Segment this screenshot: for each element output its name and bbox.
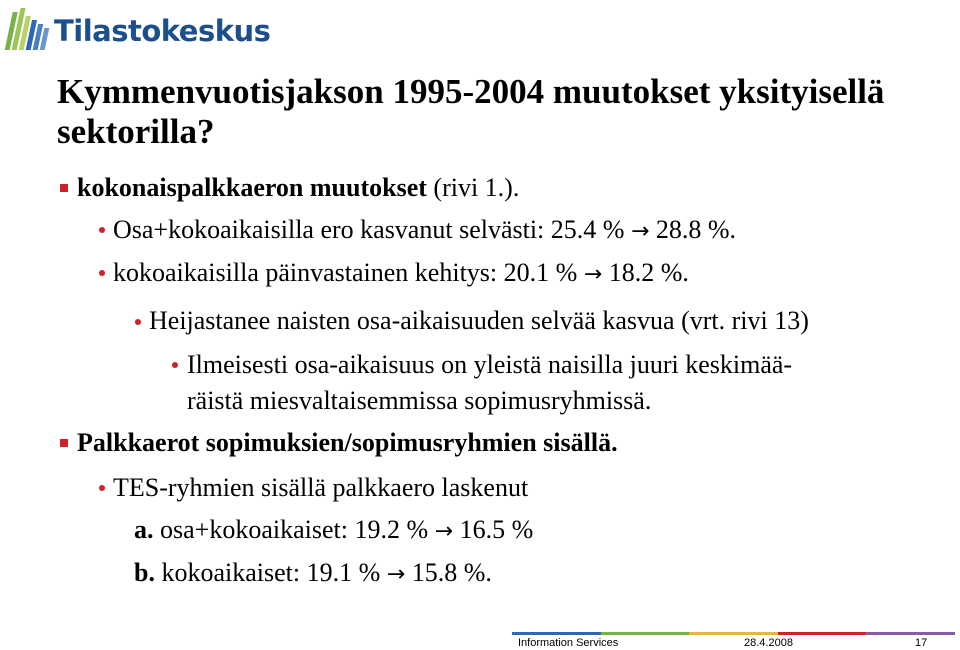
bullet-apparently-line1 — [187, 349, 792, 380]
bullet-text: Heijastanee naisten osa-aikaisuuden selvää kasvua (vrt. rivi 13) — [149, 306, 809, 335]
bullet-text: osa+kokoaikaiset: 19.2 % — [153, 515, 435, 544]
square-bullet-icon — [60, 184, 68, 192]
footer-date: 28.4.2008 — [744, 637, 793, 649]
dot-bullet-icon — [135, 319, 141, 325]
bullet-total-pay-gap — [77, 172, 519, 203]
footer-page-number: 17 — [915, 637, 928, 649]
bullet-text: kokoaikaiset: 19.1 % — [154, 558, 387, 587]
bullet-bold-text: Palkkaerot sopimuksien/sopimusryhmien sisällä. — [77, 428, 618, 457]
item-label: a. — [134, 515, 154, 544]
bullet-text: 16.5 % — [453, 515, 534, 544]
right-arrow-icon: → — [630, 219, 650, 244]
bullet-text: Osa+kokoaikaisilla ero kasvanut selvästi: 25.4 % — [113, 215, 631, 244]
tilastokeskus-logo — [4, 6, 271, 54]
dot-bullet-icon — [99, 485, 105, 491]
bullet-text: (rivi 1.). — [426, 173, 520, 202]
bullet-within-agreements — [77, 427, 618, 458]
right-arrow-icon: → — [583, 262, 603, 287]
slide-title: Kymmenvuotisjakson 1995-2004 muutokset yksityisellä sektorilla? — [57, 72, 885, 151]
bullet-text: 15.8 %. — [405, 558, 492, 587]
bullet-text: TES-ryhmien sisällä palkkaero laskenut — [113, 473, 529, 502]
footer-department: Information Services — [518, 637, 619, 649]
footer-color-bar — [512, 632, 955, 635]
bullet-text: Ilmeisesti osa-aikaisuus on yleistä naisilla juuri keskimää- — [187, 350, 793, 379]
logo-bars-icon — [4, 6, 50, 54]
bullet-fulltime — [113, 257, 689, 290]
item-label: b. — [134, 558, 155, 587]
logo-text: Tilastokeskus — [54, 14, 271, 48]
bullet-tes-groups — [113, 472, 528, 503]
dot-bullet-icon — [99, 227, 105, 233]
bullet-text: 28.8 %. — [649, 215, 737, 244]
square-bullet-icon — [60, 439, 68, 447]
right-arrow-icon: → — [386, 562, 406, 587]
bullet-reflects-women — [149, 305, 809, 336]
right-arrow-icon: → — [434, 519, 454, 544]
item-b — [134, 557, 492, 590]
bullet-apparently-line2 — [187, 385, 651, 416]
item-a — [134, 514, 533, 547]
bullet-text: räistä miesvaltaisemmissa sopimusryhmissä. — [187, 386, 652, 415]
bullet-parttime-fulltime — [113, 214, 736, 247]
bullet-text: 18.2 %. — [602, 258, 689, 287]
dot-bullet-icon — [99, 270, 105, 276]
dot-bullet-icon — [172, 362, 178, 368]
bullet-bold-text: kokonaispalkkaeron muutokset — [77, 173, 427, 202]
bullet-text: kokoaikaisilla päinvastainen kehitys: 20.1 % — [113, 258, 584, 287]
